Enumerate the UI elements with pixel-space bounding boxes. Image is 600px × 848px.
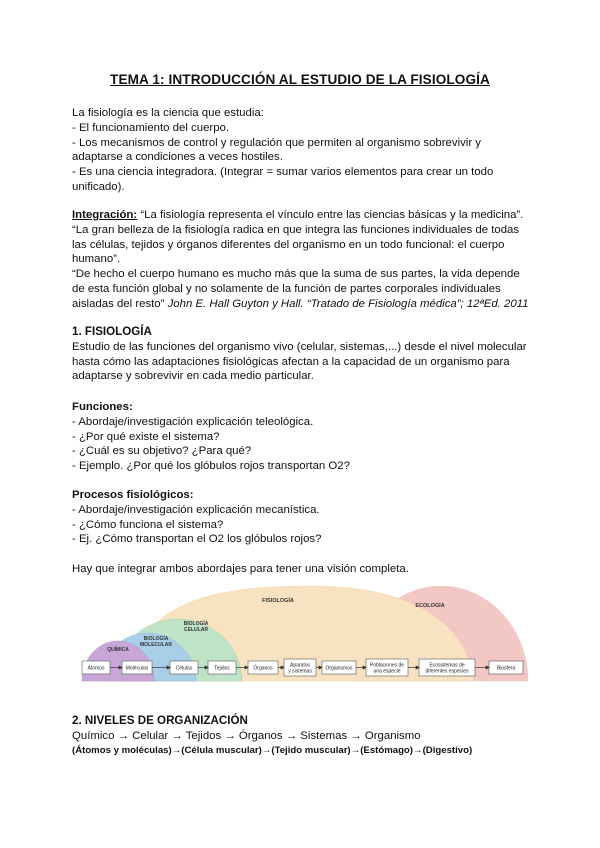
- integracion-quote-1: “La fisiología representa el vínculo entre las ciencias básicas y la medicina”.: [137, 209, 524, 221]
- intro-item: - Es una ciencia integradora. (Integrar = sumar varios elementos para crear un todo unificado).: [72, 166, 494, 193]
- intro-item: - Los mecanismos de control y regulación que permiten al organismo sobrevivir y adaptarse a condiciones a veces hostiles.: [72, 136, 481, 164]
- text-poblaciones-1: Poblaciones de: [369, 662, 405, 669]
- text-poblaciones-2: una especie: [373, 668, 401, 675]
- funciones-item: - Abordaje/investigación explicación teleológica.: [72, 415, 314, 428]
- label-biologia-molecular-1: BIOLOGÍA: [143, 636, 169, 642]
- page-title: TEMA 1: INTRODUCCIÓN AL ESTUDIO DE LA FISIOLOGÍA: [110, 72, 490, 87]
- procesos-block: [72, 488, 532, 547]
- integrar-text: Hay que integrar ambos abordajes para tener una visión completa.: [72, 563, 409, 575]
- funciones-block: [72, 400, 532, 474]
- text-aparatos-1: Aparatos: [289, 662, 311, 669]
- text-organismos: Organismos: [325, 665, 353, 672]
- procesos-item: - ¿Cómo funciona el sistema?: [72, 518, 224, 531]
- section2-line1: Químico → Celular → Tejidos → Órganos → Sistemas → Organismo: [72, 729, 421, 742]
- integracion-quote-2: “La gran belleza de la fisiología radica en que integra las funciones individuales de todas las células, tejidos y órganos diferentes del organismo en un todo funcional: el cuerpo humano”.: [72, 223, 520, 266]
- intro-lead: La fisiología es la ciencia que estudia:: [72, 107, 264, 119]
- text-celulas: Células: [175, 665, 193, 672]
- text-moleculas: Moléculas: [125, 665, 149, 672]
- procesos-item: - Ej. ¿Cómo transportan el O2 los glóbulos rojos?: [72, 533, 322, 546]
- funciones-item: - ¿Por qué existe el sistema?: [72, 430, 220, 443]
- text-tejidos: Tejidos: [214, 665, 230, 672]
- text-aparatos-2: y sistemas: [288, 668, 312, 675]
- label-ecologia: ECOLOGÍA: [415, 603, 445, 609]
- section1-text: Estudio de las funciones del organismo vivo (celular, sistemas,...) desde el nivel molecular hasta cómo las adaptaciones fisiológicas afectan a la capacidad de un organismo para adaptarse y sobrevivir en cada medio particular.: [72, 340, 527, 383]
- section1-block: [72, 325, 532, 384]
- section2-line2: (Átomos y moléculas)→(Célula muscular)→(Tejido muscular)→(Estómago)→(Digestivo): [72, 744, 473, 756]
- integracion-quote-3: “De hecho el cuerpo humano es mucho más que la suma de sus partes, la vida depende de esta función global y no solamente de la función de partes corporales individuales aisladas del resto”: [72, 268, 520, 310]
- citation: John E. Hall Guyton y Hall. “Tratado de Fisiología médica”; 12ªEd. 2011: [167, 297, 529, 310]
- label-biologia-celular-1: BIOLOGÍA: [183, 621, 209, 627]
- text-atomos: Átomos: [87, 665, 105, 672]
- text-ecosistemas-1: Ecosistemas de: [429, 662, 465, 669]
- label-quimica: QUÍMICA: [107, 647, 129, 653]
- label-fisiologia: FISIOLOGÍA: [262, 598, 294, 604]
- text-ecosistemas-2: diferentes especies: [425, 668, 469, 675]
- section1-heading: 1. FISIOLOGÍA: [72, 325, 152, 338]
- label-biologia-molecular-2: MOLECULAR: [140, 642, 172, 648]
- section2-block: [72, 714, 542, 758]
- text-biosfera: Biosfera: [496, 665, 516, 672]
- procesos-item: - Abordaje/investigación explicación mecanística.: [72, 503, 320, 516]
- procesos-heading: Procesos fisiológicos:: [72, 489, 194, 501]
- section2-heading: 2. NIVELES DE ORGANIZACIÓN: [72, 714, 248, 727]
- integracion-paragraph-3: [72, 267, 532, 311]
- levels-diagram: [70, 578, 532, 690]
- funciones-item: - ¿Cuál es su objetivo? ¿Para qué?: [72, 445, 252, 458]
- text-organos: Órganos: [253, 665, 273, 672]
- intro-item: - El funcionamiento del cuerpo.: [72, 121, 230, 134]
- integracion-block: [72, 208, 532, 312]
- integracion-paragraph: [72, 208, 532, 223]
- funciones-heading: Funciones:: [72, 401, 133, 413]
- funciones-item: - Ejemplo. ¿Por qué los glóbulos rojos transportan O2?: [72, 460, 350, 473]
- integracion-label: Integración:: [72, 209, 138, 221]
- intro-block: [72, 106, 532, 195]
- label-biologia-celular-2: CELULAR: [184, 627, 208, 633]
